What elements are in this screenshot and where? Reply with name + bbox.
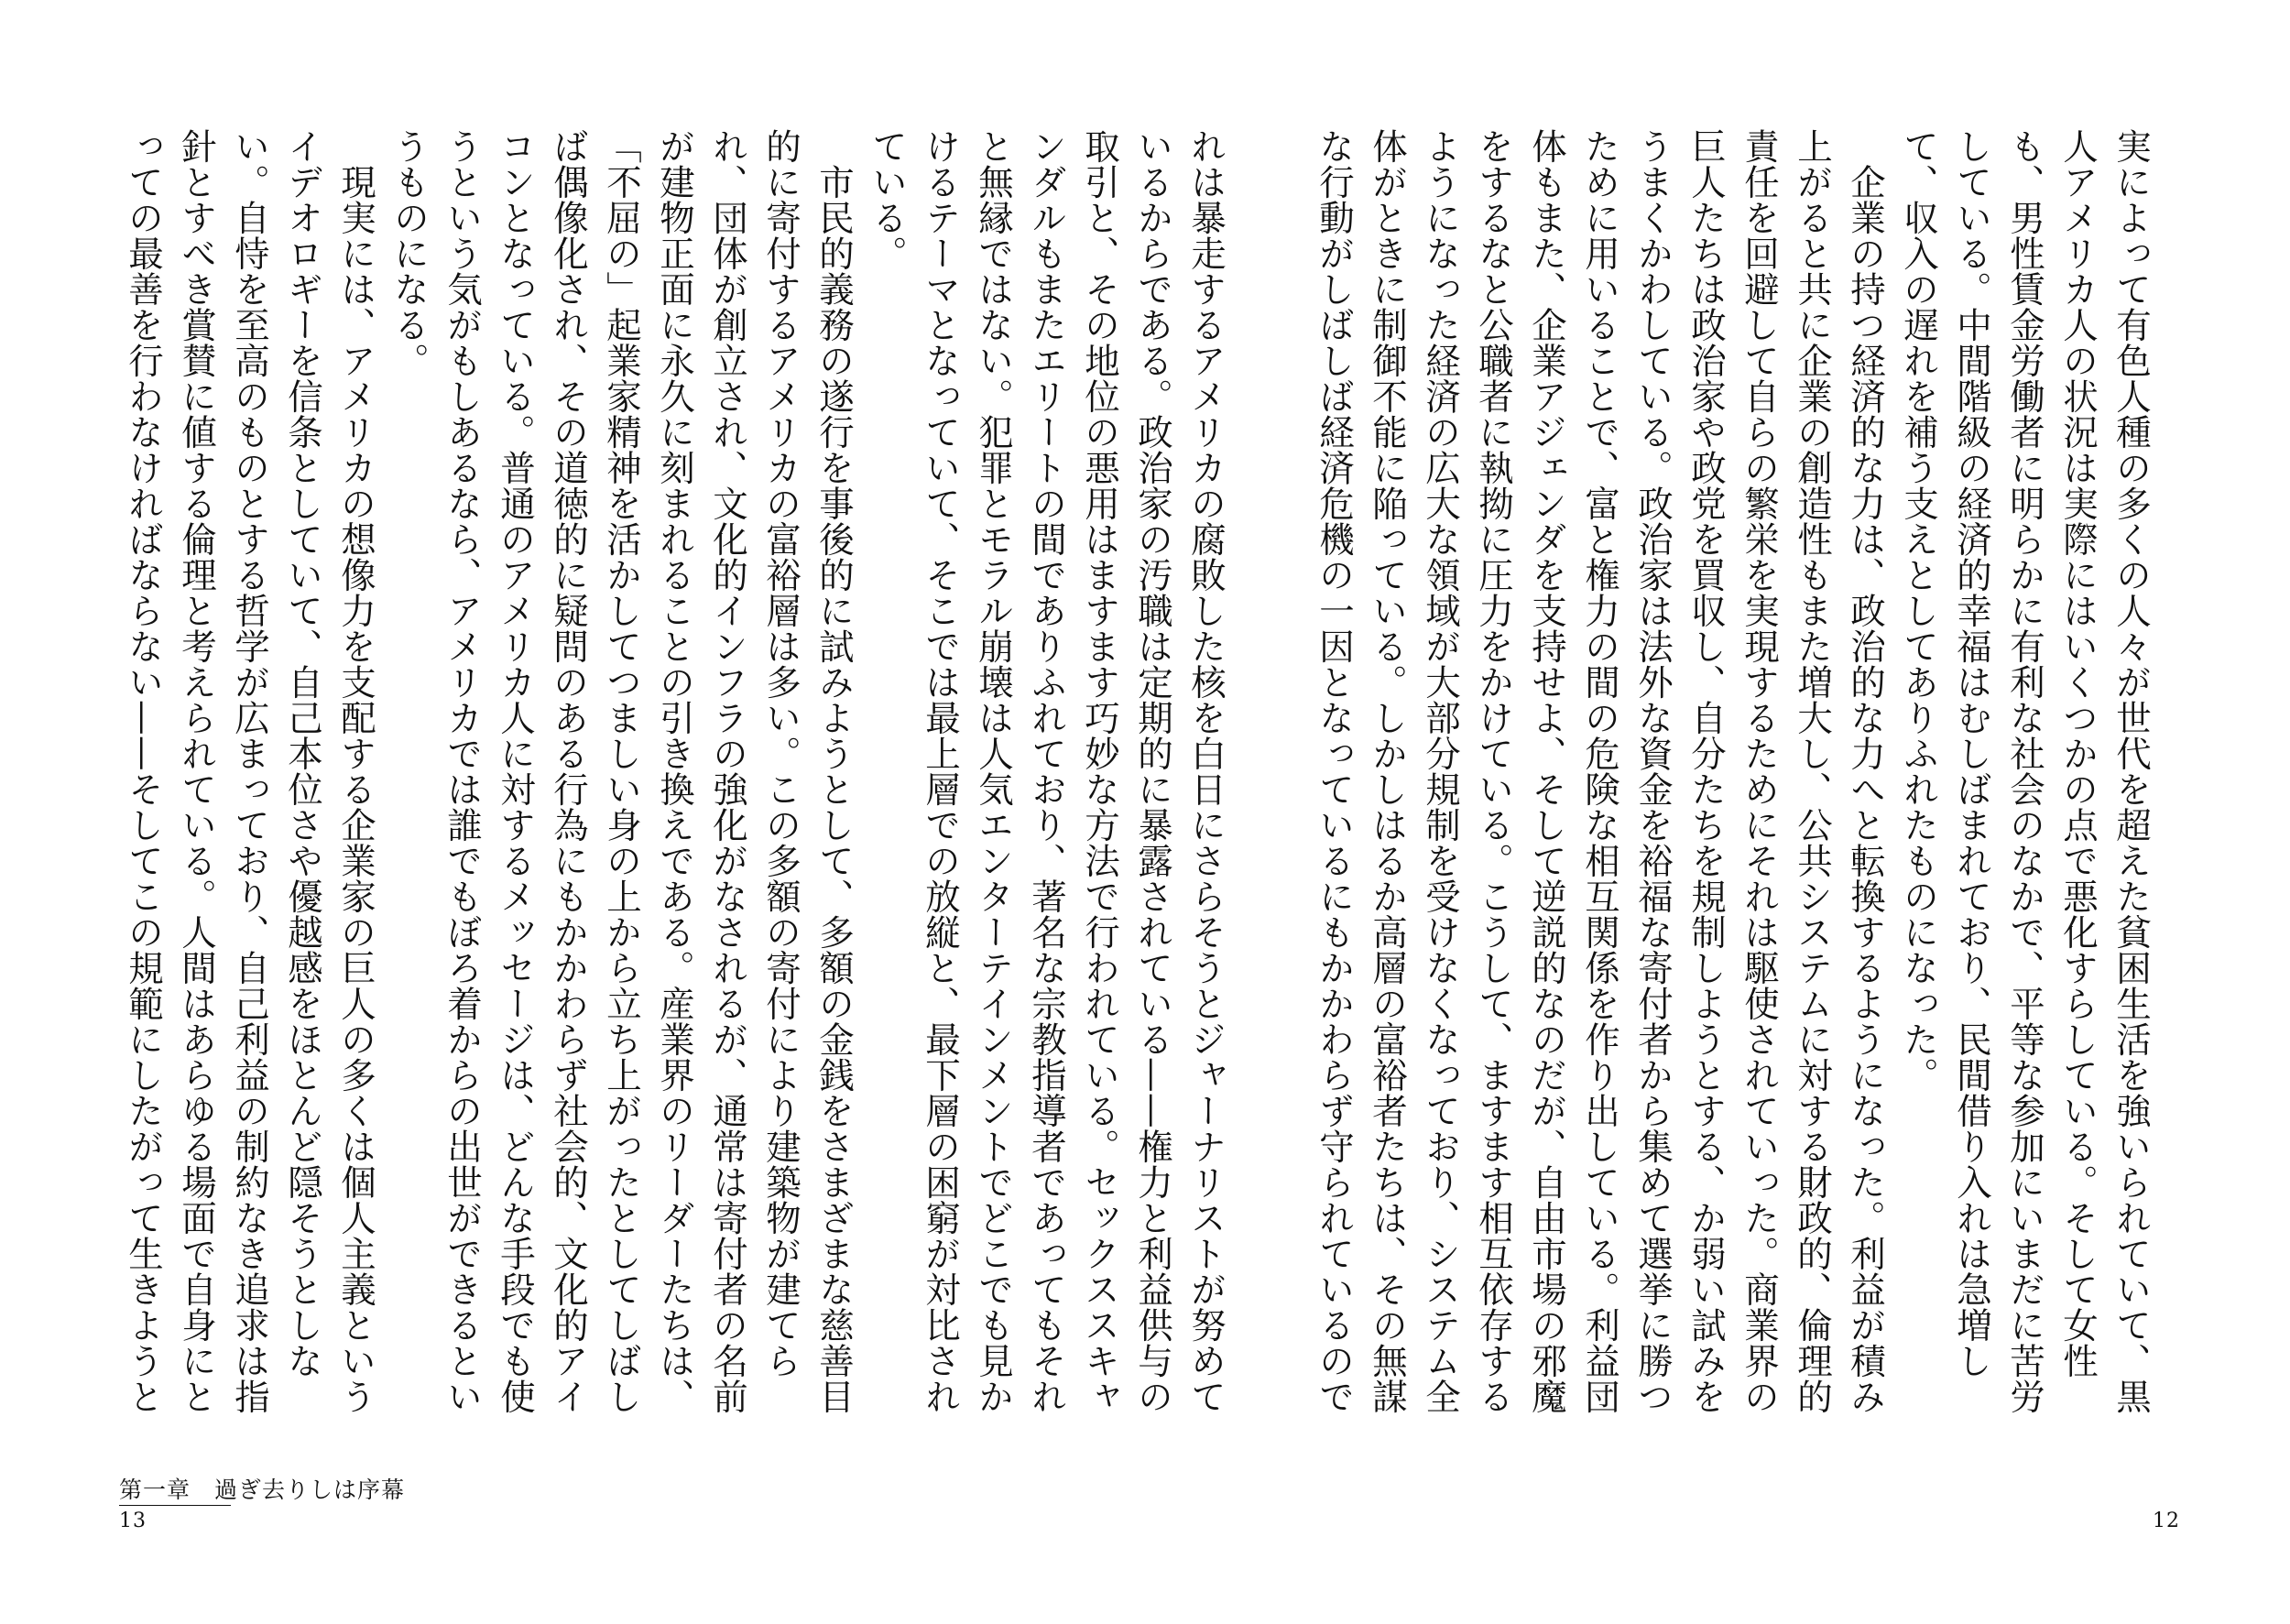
chapter-title: 第一章 過ぎ去りしは序幕 bbox=[119, 1477, 406, 1503]
page-number-left: 13 bbox=[119, 1510, 147, 1532]
page-number-right: 12 bbox=[2153, 1510, 2180, 1532]
paragraph: れは暴走するアメリカの腐敗した核を白日にさらそうとジャーナリストが努めているからである。政治家の汚職は定期的に暴露されている——権力と利益供与の取引と、その地位の悪用はますます巧妙な方法で行われている。セックススキャンダルもまたエリートの間でありふれており、著名な宗教指導者であってもそれと無縁ではない。犯罪とモラル崩壊は人気エンターテインメントでどこでも見かけるテーマとなっていて、そこでは最上層での放縦と、最下層の困窮が対比されている。 bbox=[867, 128, 1227, 1414]
paragraph: 実によって有色人種の多くの人々が世代を超えた貧困生活を強いられていて、黒人アメリカ人の状況は実際にはいくつかの点で悪化すらしている。そして女性も、男性賃金労働者に明らかに有利な社会のなかで、平等な参加にいまだに苦労している。中間階級の経済的幸福はむしばまれており、民間借り入れは急増して、収入の遅れを補う支えとしてありふれたものになった。 bbox=[1898, 128, 2152, 1414]
paragraph: 市民的義務の遂行を事後的に試みようとして、多額の金銭をさまざまな慈善目的に寄付するアメリカの富裕層は多い。この多額の寄付により建築物が建てられ、団体が創立され、文化的インフラの強化がなされるが、通常は寄付者の名前が建物正面に永久に刻まれることの引き換えである。産業界のリーダーたちは、「不屈の」起業家精神を活かしてつましい身の上から立ち上がったとしてしばしば偶像化され、その道徳的に疑問のある行為にもかかわらず社会的、文化的アイコンとなっている。普通のアメリカ人に対するメッセージは、どんな手段でも使うという気がもしあるなら、アメリカでは誰でもぼろ着からの出世ができるというものになる。 bbox=[388, 128, 855, 1414]
right-page-body bbox=[1301, 128, 2157, 1429]
paragraph: 企業の持つ経済的な力は、政治的な力へと転換するようになった。利益が積み上がると共に企業の創造性もまた増大し、公共システムに対する財政的、倫理的責任を回避して自らの繁栄を実現するためにそれは駆使されていった。商業界の巨人たちは政治家や政党を買収し、自分たちを規制しようとする、か弱い試みをうまくかわしている。政治家は法外な資金を裕福な寄付者から集めて選挙に勝つために用いることで、富と権力の間の危険な相互関係を作り出している。利益団体もまた、企業アジェンダを支持せよ、そして逆説的なのだが、自由市場の邪魔をするなと公職者に執拗に圧力をかけている。こうして、ますます相互依存するようになった経済の広大な領域が大部分規制を受けなくなっており、システム全体がときに制御不能に陥っている。しかしはるか高層の富裕者たちは、その無謀な行動がしばしば経済危機の一因となっているにもかかわらず守られているので bbox=[1314, 128, 1886, 1414]
paragraph: 現実には、アメリカの想像力を支配する企業家の巨人の多くは個人主義というイデオロギーを信条としていて、自己本位さや優越感をほとんど隠そうとしない。自恃を至高のものとする哲学が広まっており、自己利益の制約なき追求は指針とすべき賞賛に値する倫理と考えられている。人間はあらゆる場面で自身にとっての最善を行わなければならない——そしてこの規範にしたがって生きようと bbox=[123, 128, 376, 1414]
left-page-body bbox=[119, 128, 1232, 1429]
footer-rule bbox=[119, 1505, 231, 1506]
